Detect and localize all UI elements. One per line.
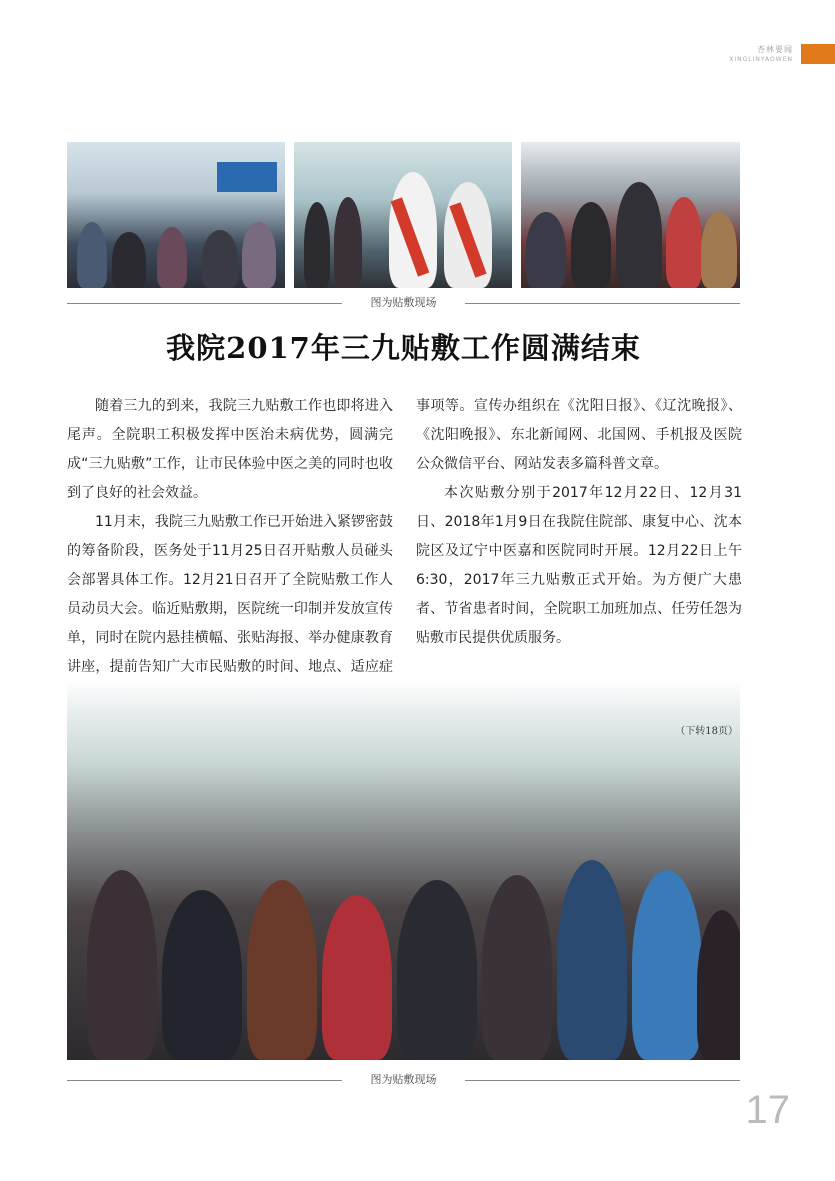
article-paragraph-continued: 事项等。宣传办组织在《沈阳日报》、《辽沈晚报》、《沈阳晚报》、东北新闻网、北国网、手机报及医院公众微信平台、网站发表多篇科普文章。 <box>416 398 742 472</box>
section-color-bar <box>801 44 835 64</box>
photo-media-crowd <box>521 142 740 288</box>
article-column-right <box>416 392 742 653</box>
photo-caption-top <box>67 295 740 311</box>
article-paragraph: 随着三九的到来，我院三九贴敷工作也即将进入尾声。全院职工积极发挥中医治未病优势，圆满完成“三九贴敷”工作，让市民体验中医之美的同时也收到了良好的社会效益。 <box>67 398 393 501</box>
article-paragraph: 11月末，我院三九贴敷工作已开始进入紧锣密鼓的筹备阶段，医务处于11月25日召开贴敷人员碰头会部署具体工作。12月21日召开了全院贴敷工作人员动员大会。临近贴敷期，医院统一印制并发放宣传单，同时在院内悬挂横幅、张贴海报、举办健康教育讲座，提前告知广大市民贴敷的时间、地点、适应症 <box>67 514 393 675</box>
section-name-cn: 杏林要闻 <box>757 45 793 54</box>
section-header <box>729 45 793 64</box>
article-title: 我院2017年三九贴敷工作圆满结束 <box>166 331 641 365</box>
page-number: 17 <box>745 1088 790 1132</box>
photo-hall-queue <box>67 142 285 288</box>
article-column-left <box>67 392 393 711</box>
section-name-en: XINGLINYAOWEN <box>729 56 793 63</box>
continued-note: （下转18页） <box>675 726 738 737</box>
article-paragraph: 本次贴敷分别于2017年12月22日、12月31日、2018年1月9日在我院住院部、康复中心、沈本院区及辽宁中医嘉和医院同时开展。12月22日上午6:30，2017年三九贴敷正式开始。为方便广大患者、节省患者时间，全院职工加班加点、任劳任怨为贴敷市民提供优质服务。 <box>416 485 742 646</box>
photo-caption-bottom <box>67 1072 740 1088</box>
photo-crowd-large <box>67 680 740 1060</box>
photo-staff-sashes <box>294 142 512 288</box>
photo-caption-top-text: 图为贴敷现场 <box>370 296 437 309</box>
photo-caption-bottom-text: 图为贴敷现场 <box>370 1073 437 1086</box>
